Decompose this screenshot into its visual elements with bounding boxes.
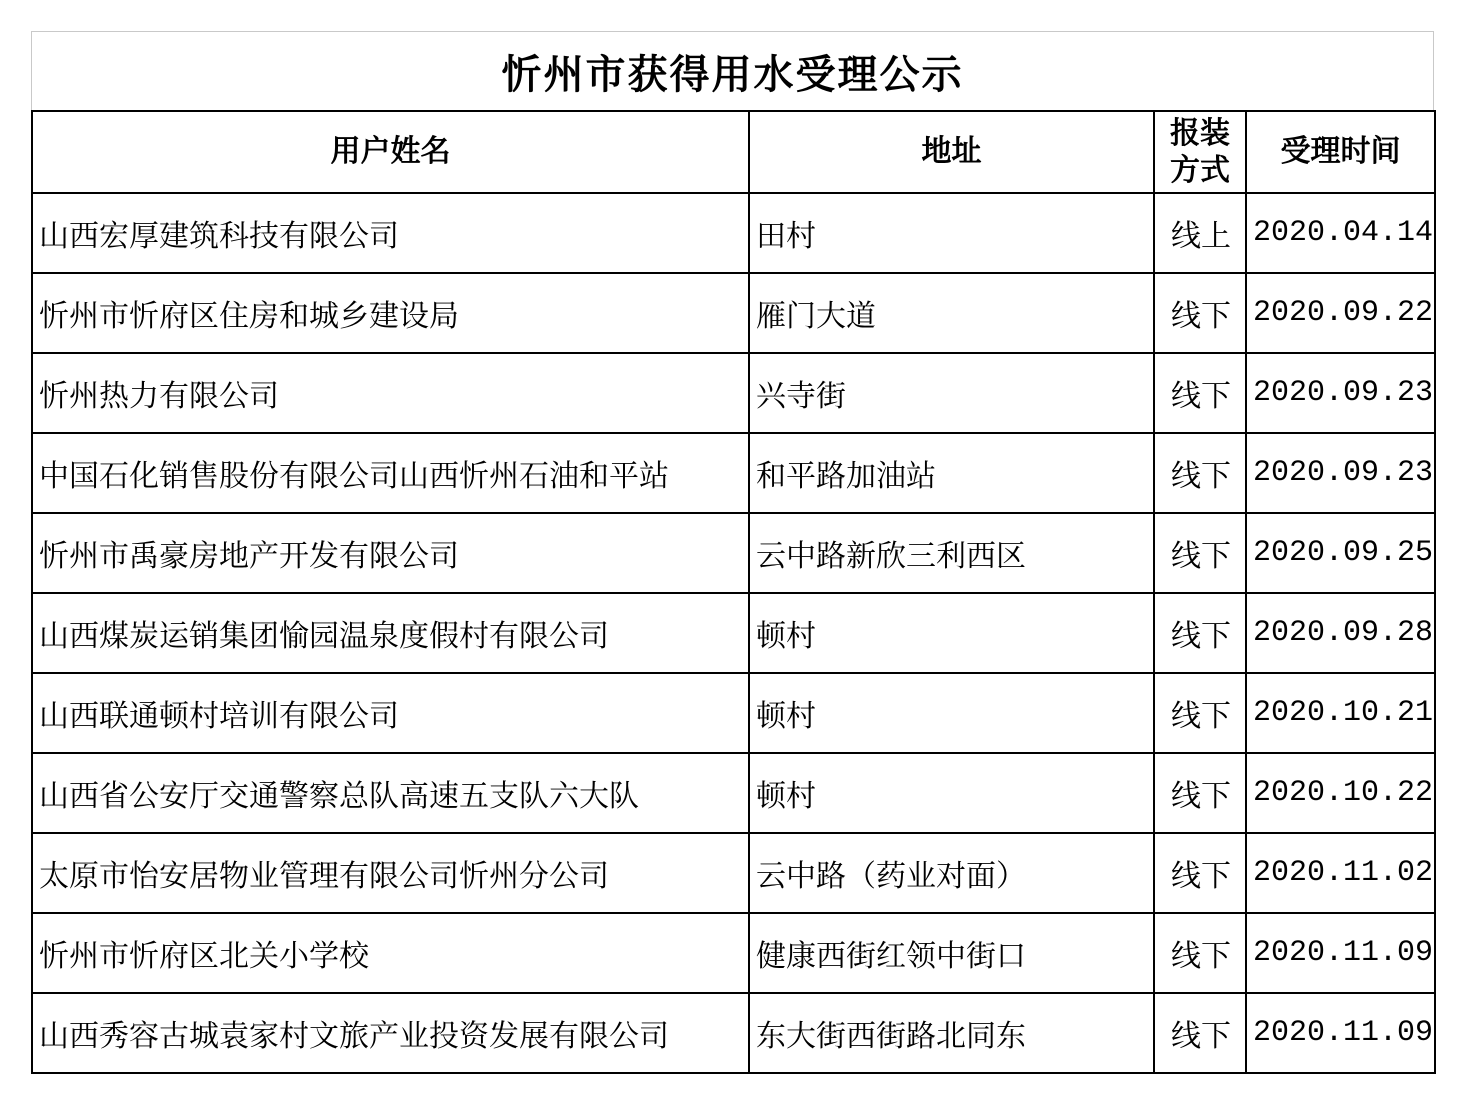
address-cell: 东大街西街路北同东	[749, 993, 1154, 1073]
water-acceptance-table	[31, 110, 1436, 1074]
announcement-sheet	[31, 31, 1434, 1074]
method-cell: 线下	[1154, 673, 1246, 753]
table-row	[32, 913, 1435, 993]
date-cell: 2020.09.23	[1246, 433, 1435, 513]
table-row	[32, 193, 1435, 273]
method-cell: 线下	[1154, 513, 1246, 593]
user-name-cell: 忻州市忻府区住房和城乡建设局	[32, 273, 749, 353]
user-name-cell: 山西省公安厅交通警察总队高速五支队六大队	[32, 753, 749, 833]
user-name-cell: 山西秀容古城袁家村文旅产业投资发展有限公司	[32, 993, 749, 1073]
table-body	[32, 193, 1435, 1073]
date-cell: 2020.09.25	[1246, 513, 1435, 593]
address-cell: 顿村	[749, 753, 1154, 833]
address-cell: 健康西街红领中街口	[749, 913, 1154, 993]
title-block	[31, 31, 1434, 110]
table-row	[32, 593, 1435, 673]
user-name-cell: 忻州市忻府区北关小学校	[32, 913, 749, 993]
method-cell: 线下	[1154, 273, 1246, 353]
date-cell: 2020.10.22	[1246, 753, 1435, 833]
table-row	[32, 753, 1435, 833]
user-name-cell: 山西煤炭运销集团愉园温泉度假村有限公司	[32, 593, 749, 673]
table-row	[32, 273, 1435, 353]
method-cell: 线下	[1154, 593, 1246, 673]
col-header-accept-date: 受理时间	[1246, 111, 1435, 193]
user-name-cell: 忻州市禹豪房地产开发有限公司	[32, 513, 749, 593]
method-cell: 线下	[1154, 913, 1246, 993]
date-cell: 2020.04.14	[1246, 193, 1435, 273]
user-name-cell: 山西联通顿村培训有限公司	[32, 673, 749, 753]
table-row	[32, 673, 1435, 753]
page-title: 忻州市获得用水受理公示	[501, 51, 964, 97]
date-cell: 2020.10.21	[1246, 673, 1435, 753]
address-cell: 田村	[749, 193, 1154, 273]
col-header-user-name: 用户姓名	[32, 111, 749, 193]
date-cell: 2020.11.02	[1246, 833, 1435, 913]
table-row	[32, 513, 1435, 593]
table-row	[32, 353, 1435, 433]
method-cell: 线下	[1154, 753, 1246, 833]
address-cell: 云中路新欣三利西区	[749, 513, 1154, 593]
address-cell: 和平路加油站	[749, 433, 1154, 513]
user-name-cell: 太原市怡安居物业管理有限公司忻州分公司	[32, 833, 749, 913]
method-cell: 线下	[1154, 833, 1246, 913]
address-cell: 顿村	[749, 673, 1154, 753]
table-row	[32, 433, 1435, 513]
date-cell: 2020.11.09	[1246, 913, 1435, 993]
header-row	[32, 111, 1435, 193]
method-cell: 线下	[1154, 353, 1246, 433]
address-cell: 雁门大道	[749, 273, 1154, 353]
col-header-install-method: 报装方式	[1154, 111, 1246, 193]
address-cell: 顿村	[749, 593, 1154, 673]
date-cell: 2020.09.28	[1246, 593, 1435, 673]
address-cell: 云中路（药业对面）	[749, 833, 1154, 913]
method-cell: 线下	[1154, 433, 1246, 513]
col-header-address: 地址	[749, 111, 1154, 193]
table-row	[32, 993, 1435, 1073]
user-name-cell: 中国石化销售股份有限公司山西忻州石油和平站	[32, 433, 749, 513]
address-cell: 兴寺街	[749, 353, 1154, 433]
method-cell: 线下	[1154, 993, 1246, 1073]
method-cell: 线上	[1154, 193, 1246, 273]
date-cell: 2020.09.22	[1246, 273, 1435, 353]
table-row	[32, 833, 1435, 913]
date-cell: 2020.11.09	[1246, 993, 1435, 1073]
user-name-cell: 忻州热力有限公司	[32, 353, 749, 433]
date-cell: 2020.09.23	[1246, 353, 1435, 433]
user-name-cell: 山西宏厚建筑科技有限公司	[32, 193, 749, 273]
